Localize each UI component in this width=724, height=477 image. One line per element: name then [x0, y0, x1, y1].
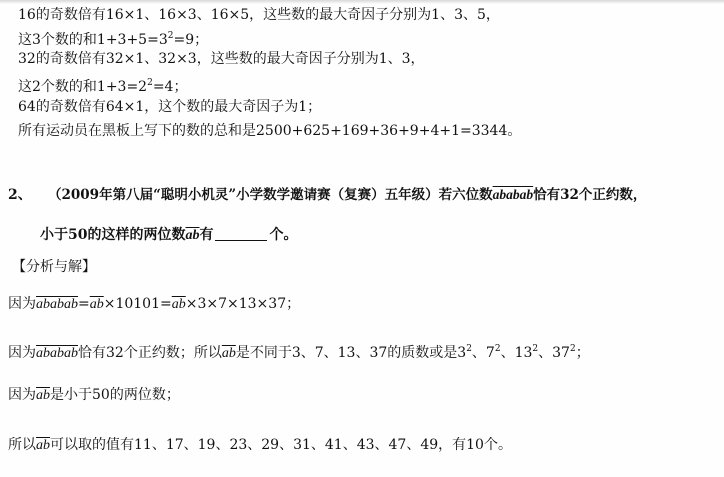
top-line-1-text: 16的奇数倍有16×1、16×3、16×5，这些数的最大奇因子分别为1、3、5，	[18, 7, 500, 23]
problem-text-b: 恰有32个正约数，	[533, 187, 647, 203]
top-line-4-text-b: =4；	[152, 79, 188, 95]
problem-number-text: 2、	[8, 187, 32, 203]
top-line-6-text: 所有运动员在黑板上写下的数的总和是2500+625+169+36+9+4+1=3344。	[18, 123, 522, 139]
top-line-2-text-a: 这3个数的和1+3+5=3	[18, 32, 168, 48]
step1-d: ×3×7×13×37；	[185, 296, 301, 312]
analysis-step-1	[8, 295, 300, 314]
analysis-header-text: 【分析与解】	[12, 259, 96, 275]
step1-b: =	[78, 296, 90, 312]
top-line-5	[18, 98, 321, 116]
analysis-step-2	[8, 340, 590, 363]
top-line-1	[18, 6, 500, 24]
top-line-6	[18, 122, 521, 140]
top-line-3-text: 32的奇数倍有32×1、32×3，这些数的最大奇因子分别为1、3，	[18, 51, 425, 67]
top-line-3	[18, 50, 425, 68]
step2-c: 是不同于3、7、13、37的质数或是3	[235, 345, 467, 361]
problem-line-2	[40, 226, 297, 245]
step2-g: ；	[575, 345, 590, 361]
step1-a: 因为	[8, 296, 36, 312]
step2-a: 因为	[8, 345, 36, 361]
step2-ab: $\overline{ab}$	[221, 346, 236, 361]
step2-sup-3: 2	[532, 344, 539, 354]
step4-a: 所以	[8, 437, 36, 453]
top-line-2-sup: 2	[167, 31, 174, 41]
scan-top-edge	[0, 0, 724, 4]
top-line-4	[18, 74, 187, 96]
step2-d: 、7	[471, 345, 495, 361]
step2-e: 、13	[500, 345, 533, 361]
problem-number	[8, 186, 32, 204]
step3-ab: $\overline{ab}$	[36, 388, 50, 403]
problem-line2-b: 有	[199, 227, 214, 243]
step2-sup-4: 2	[569, 344, 576, 354]
step1-ababab: ababab	[36, 297, 78, 312]
step3-b: 是小于50的两位数；	[50, 387, 180, 403]
step2-b: 恰有32个正约数；所以	[78, 345, 222, 361]
problem-line2-c: 个。	[269, 227, 298, 243]
analysis-header	[12, 258, 96, 276]
top-line-4-text-a: 这2个数的和1+3=2	[18, 79, 148, 95]
step1-ab-2: $\overline{ab}$	[171, 297, 186, 312]
top-line-4-sup: 2	[147, 78, 153, 88]
step1-ab: $\overline{ab}$	[89, 297, 104, 312]
step4-b: 可以取的值有11、17、19、23、29、31、41、43、47、49，有10个。	[50, 437, 512, 453]
problem-line-1	[48, 186, 646, 204]
top-line-2	[18, 27, 208, 49]
answer-blank	[215, 228, 267, 241]
step2-sup-2: 2	[494, 344, 501, 354]
top-line-5-text: 64的奇数倍有64×1，这个数的最大奇因子为1；	[18, 99, 322, 115]
analysis-step-3	[8, 386, 180, 405]
step2-sup-1: 2	[466, 344, 472, 354]
top-line-2-text-b: =9；	[173, 32, 209, 48]
step4-ab: $\overline{ab}$	[36, 438, 50, 453]
step2-f: 、37	[538, 345, 570, 361]
analysis-step-4	[8, 436, 512, 455]
problem-line2-a: 小于50的这样的两位数	[40, 227, 186, 243]
step2-ababab: ababab	[36, 346, 78, 361]
problem-text-a: （2009年第八届“聪明小机灵”小学数学邀请赛（复赛）五年级）若六位数	[48, 187, 493, 203]
step1-c: ×10101=	[103, 296, 172, 312]
overline-ababab: ababab	[492, 187, 534, 202]
overline-ab: $\overline{ab}$	[185, 228, 200, 243]
step3-a: 因为	[8, 387, 36, 403]
